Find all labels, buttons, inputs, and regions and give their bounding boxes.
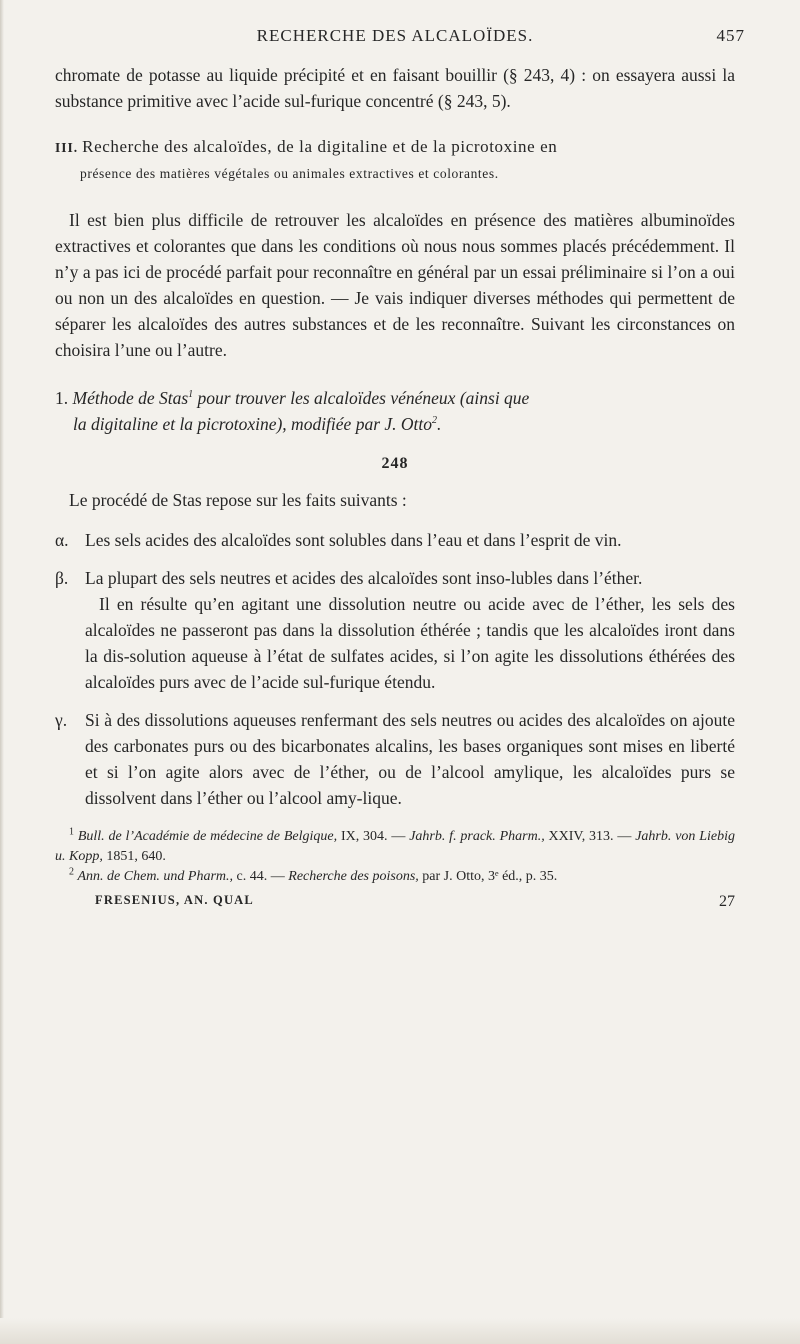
footnote-1-ref-b: XXIV, 313. — bbox=[548, 829, 632, 844]
method-title-part-1: Méthode de Stas bbox=[72, 388, 189, 408]
page-binding-edge bbox=[0, 0, 4, 1344]
section-heading bbox=[55, 134, 735, 187]
footnote-ref-1[interactable]: 1 bbox=[188, 389, 194, 401]
list-item-text: La plupart des sels neutres et acides des alcaloïdes sont inso-lubles dans l’éther. bbox=[85, 568, 643, 588]
footnote-2-ref-b: par J. Otto, 3ᵉ éd., p. 35. bbox=[422, 869, 558, 884]
section-heading-line-1: Recherche des alcaloïdes, de la digitaline et de la picrotoxine en bbox=[82, 137, 558, 156]
footnote-1-source-b: Jahrb. f. prack. Pharm., bbox=[409, 829, 545, 844]
footnote-2-source-a: Ann. de Chem. und Pharm., bbox=[77, 869, 234, 884]
list-item bbox=[55, 527, 735, 553]
intro-paragraph: chromate de potasse au liquide précipité et en faisant bouillir (§ 243, 4) : on essayera aussi la substance primitive avec l’acide sul-furique concentré (§ 243, 5). bbox=[55, 65, 735, 111]
section-number: III. bbox=[55, 140, 79, 155]
method-title-part-3: (ainsi que bbox=[459, 388, 530, 408]
method-number: 1. bbox=[55, 388, 69, 408]
page-bottom-edge bbox=[0, 1318, 800, 1344]
list-item-subparagraph: Il en résulte qu’en agitant une dissolution neutre ou acide avec de l’éther, les sels des alcaloïdes ne passeront pas dans la dissolution éthérée ; tandis que les alcaloïdes iront dans la dis-solution aqueuse à l’état de sulfates acides, si l’on agite les dissolutions éthérées des alcaloïdes purs avec de l’acide sul-furique étendu. bbox=[85, 594, 735, 692]
footnote-1-ref-c: 1851, 640. bbox=[106, 849, 166, 864]
signature-number: 27 bbox=[719, 893, 735, 910]
list-item bbox=[55, 565, 735, 695]
footnotes bbox=[55, 827, 735, 887]
footnote-1 bbox=[55, 827, 735, 867]
running-head bbox=[55, 26, 745, 52]
footnote-1-source-a: Bull. de l’Académie de médecine de Belgique, bbox=[77, 829, 338, 844]
body-paragraph-1: Il est bien plus difficile de retrouver les alcaloïdes en présence des matières albuminoïdes extractives et colorantes que dans les conditions où nous nous sommes placés précédemment. Il n’y a pas ici de procédé parfait pour reconnaître en général par un essai préliminaire si l’on a oui ou non un des alcaloïdes en question. — Je vais indiquer diverses méthodes qui permettent de séparer les alcaloïdes des autres substances et de les reconnaître. Suivant les circonstances on choisira l’une ou l’autre. bbox=[55, 210, 735, 360]
list-item-text: Les sels acides des alcaloïdes sont solubles dans l’eau et dans l’esprit de vin. bbox=[85, 530, 622, 550]
footnote-2-source-b: Recherche des poisons, bbox=[288, 869, 419, 884]
section-mark: 248 bbox=[381, 455, 409, 472]
footnote-1-ref-a: IX, 304. — bbox=[340, 829, 406, 844]
footnote-1-number: 1 bbox=[69, 826, 74, 838]
list-item-text: Si à des dissolutions aqueuses renfermant des sels neutres ou acides des alcaloïdes on ajoute des carbonates purs ou des bicarbonates alcalins, les bases organiques sont mises en liberté et si l’on agite alors avec de l’éther, ou de l’alcool amylique, les alcaloïdes purs se dissolvent dans l’éther ou l’alcool amy-lique. bbox=[85, 710, 735, 808]
footnote-ref-2[interactable]: 2 bbox=[432, 415, 438, 427]
method-title-part-4: la digitaline et la picrotoxine), modifiée par J. Otto bbox=[73, 414, 433, 434]
section-heading-line-2: présence des matières végétales ou animales extractives et colorantes. bbox=[80, 166, 499, 181]
book-page bbox=[55, 26, 745, 915]
method-heading: 1. Méthode de Stas$^1$ pour trouver les alcaloïdes vénéneux (ainsi que la digitaline et la picrotoxine), modifiée par J. Otto$^2$. bbox=[55, 388, 530, 434]
list-item-label: α. bbox=[55, 530, 69, 550]
body-paragraph-2: Le procédé de Stas repose sur les faits suivants : bbox=[69, 490, 407, 510]
list-item-label: γ. bbox=[55, 710, 68, 730]
printer-signature bbox=[55, 893, 735, 915]
list-item bbox=[55, 707, 735, 811]
method-title-part-2: pour trouver les alcaloïdes vénéneux bbox=[197, 388, 456, 408]
running-title: RECHERCHE DES ALCALOÏDES. bbox=[256, 26, 534, 45]
page-number: 457 bbox=[716, 26, 745, 45]
footnote-2 bbox=[55, 867, 735, 887]
footnote-2-ref-a: c. 44. — bbox=[236, 869, 285, 884]
footnote-2-number: 2 bbox=[69, 866, 74, 878]
list-item-label: β. bbox=[55, 568, 69, 588]
signature-mark: FRESENIUS, AN. QUAL bbox=[95, 893, 254, 907]
footnote-1-source-c: Jahrb. von Liebig u. Kopp, bbox=[55, 829, 736, 864]
